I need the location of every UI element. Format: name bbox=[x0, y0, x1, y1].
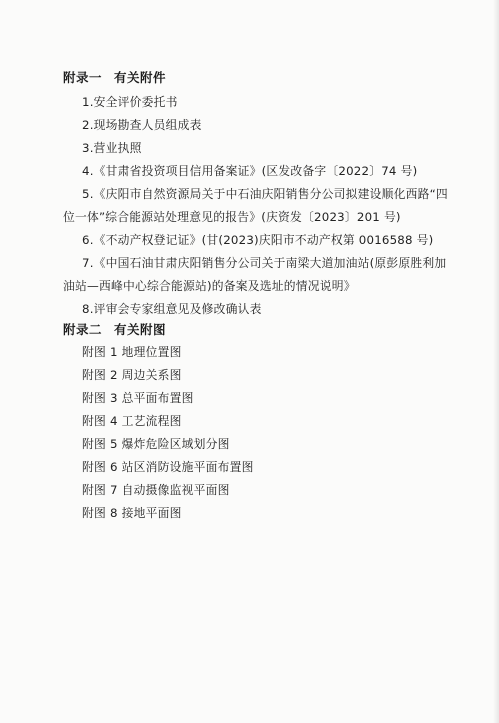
attachment-item-8: 8.评审会专家组意见及修改确认表 bbox=[82, 302, 262, 316]
page-edge-shadow bbox=[493, 0, 499, 723]
figure-item-8: 附图 8 接地平面图 bbox=[82, 506, 182, 520]
appendix1-number: 附录一 bbox=[63, 70, 103, 85]
figure-item-4: 附图 4 工艺流程图 bbox=[82, 414, 182, 428]
attachment-item-5-line1: 5.《庆阳市自然资源局关于中石油庆阳销售分公司拟建设顺化西路“四 bbox=[82, 187, 448, 201]
figure-item-2: 附图 2 周边关系图 bbox=[82, 368, 182, 382]
figure-item-7: 附图 7 自动摄像监视平面图 bbox=[82, 483, 230, 497]
attachment-item-6: 6.《不动产权登记证》(甘(2023)庆阳市不动产权第 0016588 号) bbox=[82, 233, 434, 247]
figure-item-6: 附图 6 站区消防设施平面布置图 bbox=[82, 460, 254, 474]
appendix2-number: 附录二 bbox=[63, 322, 103, 337]
attachment-item-3: 3.营业执照 bbox=[82, 141, 142, 155]
attachment-item-5-line2: 位一体”综合能源站处理意见的报告》(庆资发〔2023〕201 号) bbox=[63, 210, 401, 224]
appendix2-heading bbox=[63, 320, 166, 338]
figure-item-3: 附图 3 总平面布置图 bbox=[82, 391, 194, 405]
figure-item-1: 附图 1 地理位置图 bbox=[82, 345, 182, 359]
appendix1-title: 有关附件 bbox=[114, 70, 167, 85]
attachment-item-4: 4.《甘肃省投资项目信用备案证》(区发改备字〔2022〕74 号) bbox=[82, 164, 418, 178]
figure-item-5: 附图 5 爆炸危险区域划分图 bbox=[82, 437, 230, 451]
appendix1-heading bbox=[63, 68, 166, 86]
attachment-item-7-line2: 油站—西峰中心综合能源站)的备案及选址的情况说明》 bbox=[63, 279, 356, 293]
attachment-item-7-line1: 7.《中国石油甘肃庆阳销售分公司关于南梁大道加油站(原彭原胜利加 bbox=[82, 256, 447, 270]
attachment-item-2: 2.现场勘查人员组成表 bbox=[82, 118, 202, 132]
attachment-item-1: 1.安全评价委托书 bbox=[82, 95, 178, 109]
appendix2-title: 有关附图 bbox=[114, 322, 167, 337]
